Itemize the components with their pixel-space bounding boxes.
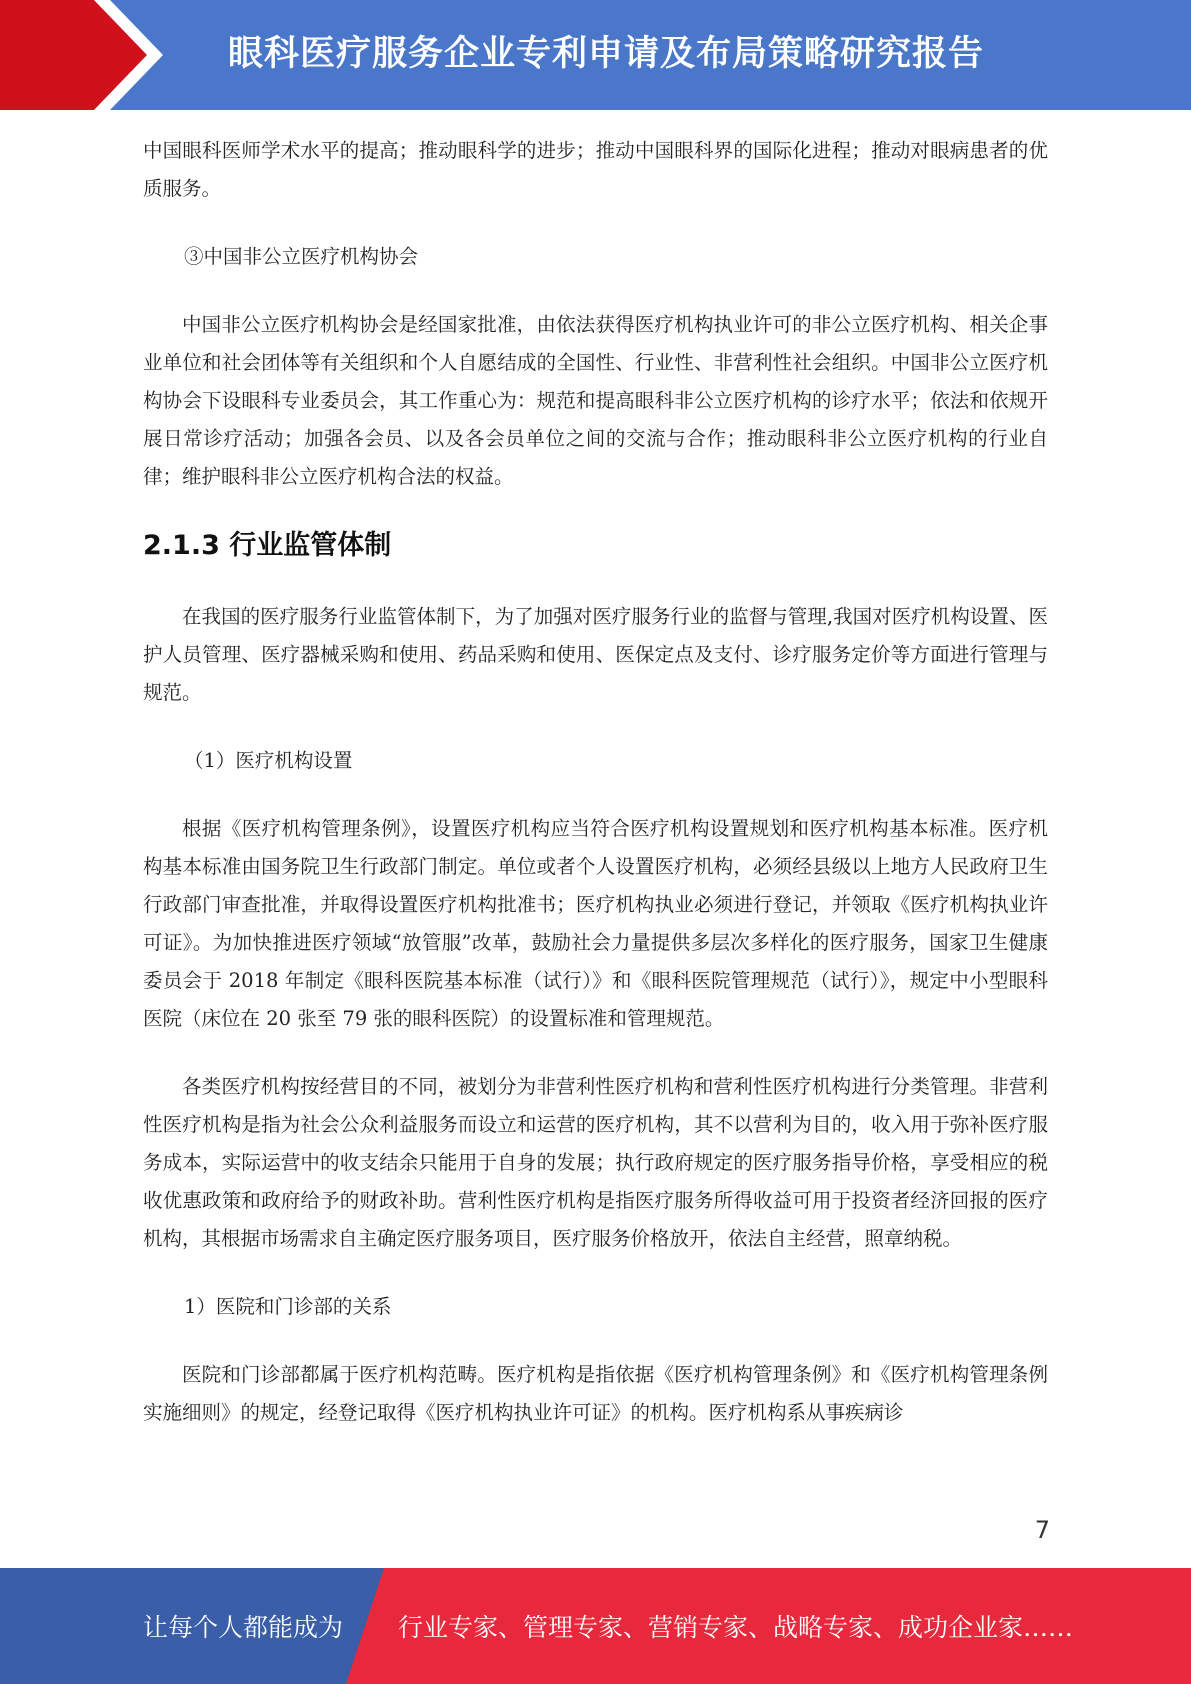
section-heading: 2.1.3 行业监管体制 [143, 530, 392, 561]
footer-slogan-right: 行业专家、管理专家、营销专家、战略专家、成功企业家…… [398, 1613, 1074, 1642]
list-item-institution-setup: （1）医疗机构设置 [184, 749, 353, 772]
paragraph-regulation: 在我国的医疗服务行业监管体制下，为了加强对医疗服务行业的监督与管理,我国对医疗机构设置、医护人员管理、医疗器械采购和使用、药品采购和使用、医保定点及支付、诊疗服务定价等方面进行管理与规范。 [143, 605, 1048, 704]
page-footer [0, 1568, 1191, 1684]
paragraph-setup-rules: 根据《医疗机构管理条例》，设置医疗机构应当符合医疗机构设置规划和医疗机构基本标准。医疗机构基本标准由国务院卫生行政部门制定。单位或者个人设置医疗机构，必须经县级以上地方人民政府卫生行政部门审查批准，并取得设置医疗机构批准书；医疗机构执业必须进行登记，并领取《医疗机构执业许可证》。为加快推进医疗领域“放管服”改革，鼓励社会力量提供多层次多样化的医疗服务，国家卫生健康委员会于 2018 年制定《眼科医院基本标准（试行）》和《眼科医院管理规范（试行）》，规定中小型眼科医院（床位在 20 张至 79 张的眼科医院）的设置标准和管理规范。 [143, 817, 1048, 1030]
page-number: 7 [1034, 1516, 1050, 1544]
list-item-hospital-clinic: 1）医院和门诊部的关系 [184, 1295, 392, 1318]
paragraph-hospital-clinic: 医院和门诊部都属于医疗机构范畴。医疗机构是指依据《医疗机构管理条例》和《医疗机构管理条例实施细则》的规定，经登记取得《医疗机构执业许可证》的机构。医疗机构系从事疾病诊 [143, 1363, 1048, 1424]
paragraph-association: 中国非公立医疗机构协会是经国家批准，由依法获得医疗机构执业许可的非公立医疗机构、相关企事业单位和社会团体等有关组织和个人自愿结成的全国性、行业性、非营利性社会组织。中国非公立医疗机构协会下设眼科专业委员会，其工作重心为：规范和提高眼科非公立医疗机构的诊疗水平；依法和依规开展日常诊疗活动；加强各会员、以及各会员单位之间的交流与合作；推动眼科非公立医疗机构的行业自律；维护眼科非公立医疗机构合法的权益。 [143, 313, 1048, 488]
paragraph-classification: 各类医疗机构按经营目的不同，被划分为非营利性医疗机构和营利性医疗机构进行分类管理。非营利性医疗机构是指为社会公众利益服务而设立和运营的医疗机构，其不以营利为目的，收入用于弥补医疗服务成本，实际运营中的收支结余只能用于自身的发展；执行政府规定的医疗服务指导价格，享受相应的税收优惠政策和政府给予的财政补助。营利性医疗机构是指医疗服务所得收益可用于投资者经济回报的医疗机构，其根据市场需求自主确定医疗服务项目，医疗服务价格放开，依法自主经营，照章纳税。 [143, 1075, 1048, 1250]
list-item-association: ③中国非公立医疗机构协会 [184, 245, 419, 268]
report-title: 眼科医疗服务企业专利申请及布局策略研究报告 [228, 34, 985, 74]
document-body [143, 132, 1048, 1462]
paragraph-continuation: 中国眼科医师学术水平的提高；推动眼科学的进步；推动中国眼科界的国际化进程；推动对眼病患者的优质服务。 [143, 139, 1048, 200]
footer-slogan-left: 让每个人都能成为 [143, 1613, 344, 1642]
page-header [0, 0, 1191, 110]
